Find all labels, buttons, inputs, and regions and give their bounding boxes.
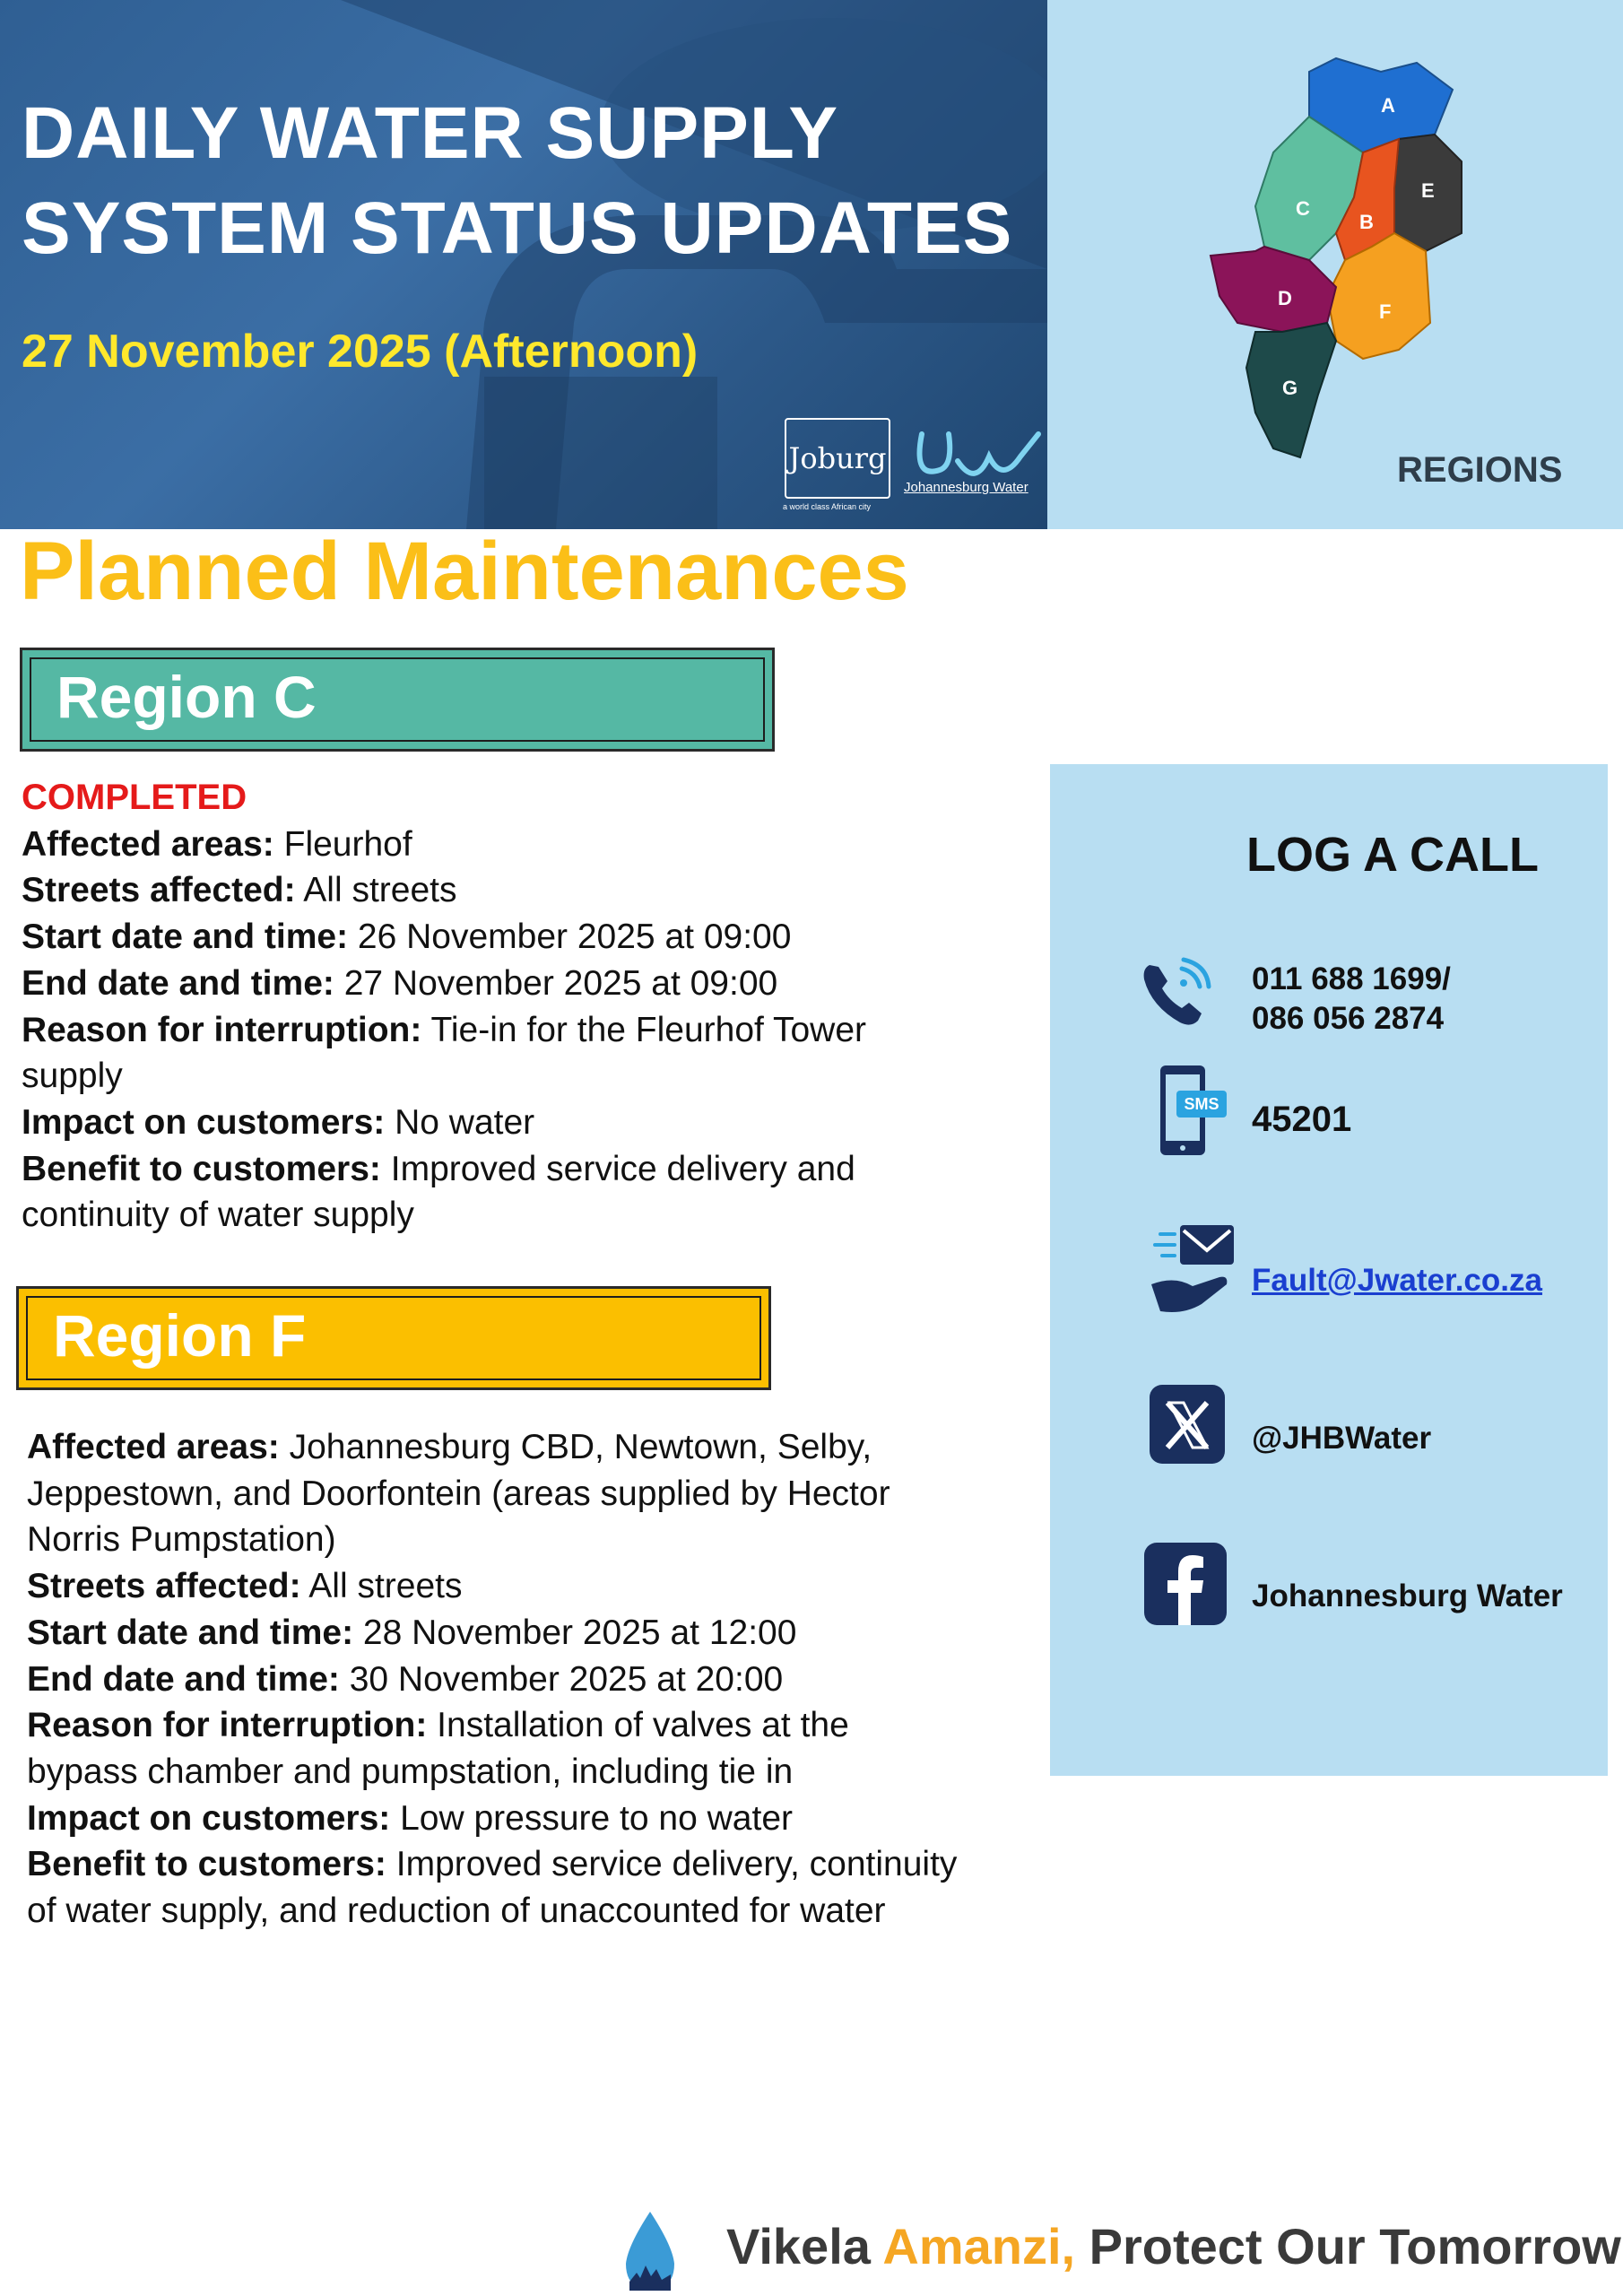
region-f-benefit: Benefit to customers: Improved service delivery, continuity of water supply, and reduction of unaccounted for water — [27, 1845, 958, 1931]
region-c-affected-areas: Affected areas: Fleurhof — [22, 824, 412, 864]
header-banner — [0, 0, 1047, 529]
region-f-reason: Reason for interruption: Installation of valves at the bypass chamber and pumpstation, including tie in — [27, 1706, 849, 1791]
region-f-banner — [16, 1286, 771, 1390]
region-c-details — [22, 775, 990, 1239]
facebook-page[interactable]: Johannesburg Water — [1252, 1578, 1563, 1613]
svg-text:SMS: SMS — [1184, 1095, 1219, 1113]
region-f-title: Region F — [53, 1302, 307, 1369]
joburg-logo: Joburg — [785, 418, 890, 499]
phone-numbers[interactable]: 011 688 1699/ 086 056 2874 — [1252, 961, 1451, 1036]
page-title: DAILY WATER SUPPLY SYSTEM STATUS UPDATES — [22, 92, 1013, 269]
svg-text:D: D — [1278, 287, 1292, 309]
svg-text:A: A — [1381, 94, 1395, 117]
status-badge: COMPLETED — [22, 778, 247, 817]
region-f-end: End date and time: 30 November 2025 at 20:00 — [27, 1659, 784, 1699]
svg-text:G: G — [1282, 377, 1298, 399]
section-title: Planned Maintenances — [20, 526, 909, 617]
facebook-icon — [1142, 1541, 1228, 1627]
svg-text:E: E — [1421, 179, 1435, 202]
region-c-reason: Reason for interruption: Tie-in for the Fleurhof Tower supply — [22, 1010, 867, 1096]
region-f-affected-areas: Affected areas: Johannesburg CBD, Newtown, Selby, Jeppestown, and Doorfontein (areas supplied by Hector Norris Pumpstation) — [27, 1428, 890, 1560]
sms-number[interactable]: 45201 — [1252, 1100, 1352, 1139]
svg-text:B: B — [1359, 211, 1374, 233]
region-f-details — [27, 1424, 995, 1935]
region-d-shape — [1211, 247, 1336, 332]
footer-slogan: Vikela Amanzi, Protect Our Tomorrow — [726, 2218, 1621, 2274]
region-c-banner — [20, 648, 775, 752]
region-f-impact: Impact on customers: Low pressure to no water — [27, 1798, 793, 1838]
x-icon — [1148, 1383, 1227, 1465]
region-c-benefit: Benefit to customers: Improved service delivery and continuity of water supply — [22, 1149, 855, 1235]
sms-icon — [1157, 1062, 1228, 1161]
region-c-end: End date and time: 27 November 2025 at 09:00 — [22, 963, 778, 1003]
regions-map — [1202, 54, 1497, 466]
update-date: 27 November 2025 (Afternoon) — [22, 326, 699, 378]
joburg-tagline: a world class African city — [783, 502, 872, 511]
x-handle[interactable]: @JHBWater — [1252, 1421, 1432, 1456]
log-a-call-title: LOG A CALL — [1246, 828, 1539, 882]
email-link[interactable]: Fault@Jwater.co.za — [1252, 1263, 1542, 1298]
region-c-start: Start date and time: 26 November 2025 at 09:00 — [22, 918, 792, 957]
region-c-title: Region C — [56, 664, 317, 730]
johannesburg-water-logo-text: Johannesburg Water — [904, 480, 1028, 495]
region-f-start: Start date and time: 28 November 2025 at 12:00 — [27, 1613, 797, 1652]
svg-text:C: C — [1296, 197, 1310, 220]
email-icon — [1148, 1222, 1237, 1322]
region-f-streets: Streets affected: All streets — [27, 1567, 463, 1606]
regions-label: REGIONS — [1397, 450, 1563, 490]
region-c-impact: Impact on customers: No water — [22, 1102, 535, 1142]
water-drop-icon — [619, 2210, 681, 2292]
phone-icon — [1137, 956, 1212, 1031]
region-c-streets: Streets affected: All streets — [22, 871, 457, 910]
svg-text:F: F — [1379, 300, 1392, 323]
